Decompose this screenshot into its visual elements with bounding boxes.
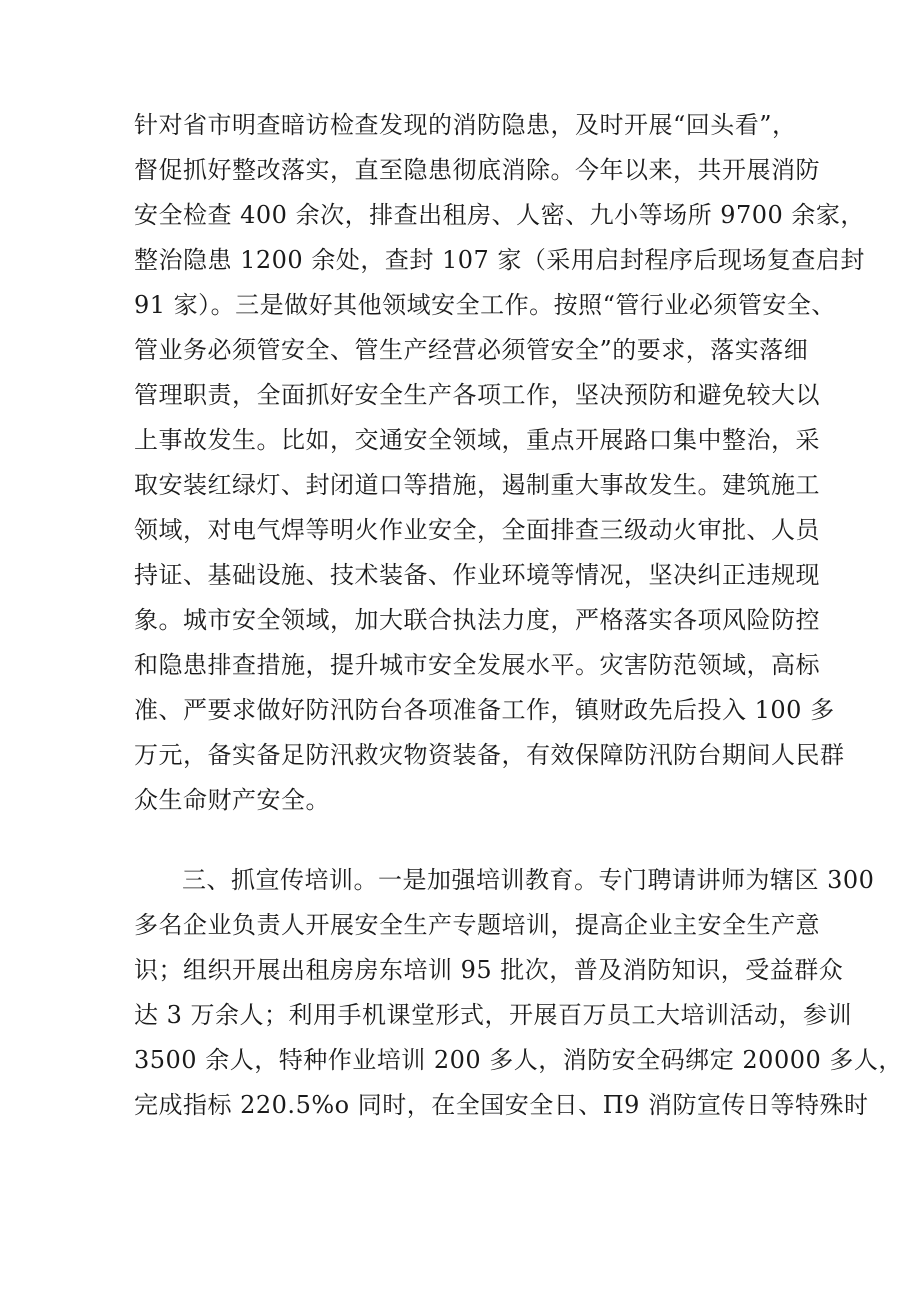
- text-line: 万元，备实备足防汛救灾物资装备，有效保障防汛防台期间人民群: [134, 741, 845, 769]
- text-line: 督促抓好整改落实，直至隐患彻底消除。今年以来，共开展消防: [134, 156, 820, 184]
- text-line: 整治隐患 1200 余处，查封 107 家（采用启封程序后现场复查启封: [134, 246, 865, 274]
- text-line: 持证、基础设施、技术装备、作业环境等情况，坚决纠正违规现: [134, 561, 820, 589]
- text-line: 象。城市安全领域，加大联合执法力度，严格落实各项风险防控: [134, 606, 820, 634]
- text-line: 针对省市明查暗访检查发现的消防隐患，及时开展“回头看”，: [134, 111, 797, 139]
- text-line: 达 3 万余人；利用手机课堂形式，开展百万员工大培训活动，参训: [134, 1001, 853, 1029]
- text-line: 领域，对电气焊等明火作业安全，全面排查三级动火审批、人员: [134, 516, 820, 544]
- text-line: 取安装红绿灯、封闭道口等措施，遏制重大事故发生。建筑施工: [134, 471, 820, 499]
- text-line: 多名企业负责人开展安全生产专题培训，提高企业主安全生产意: [134, 911, 820, 939]
- text-line: 准、严要求做好防汛防台各项准备工作，镇财政先后投入 100 多: [134, 696, 835, 724]
- text-line: 3500 余人，特种作业培训 200 多人，消防安全码绑定 20000 多人，: [134, 1046, 903, 1074]
- text-line: 上事故发生。比如，交通安全领域，重点开展路口集中整治，采: [134, 426, 820, 454]
- text-line: 91 家）。三是做好其他领域安全工作。按照“管行业必须管安全、: [134, 291, 836, 319]
- text-line: 识；组织开展出租房房东培训 95 批次，普及消防知识，受益群众: [134, 956, 844, 984]
- text-line: 管理职责，全面抓好安全生产各项工作，坚决预防和避免较大以: [134, 381, 820, 409]
- text-line: 管业务必须管安全、管生产经营必须管安全”的要求，落实落细: [134, 336, 809, 364]
- text-line: 完成指标 220.5%o 同时，在全国安全日、Π9 消防宣传日等特殊时: [134, 1091, 869, 1119]
- text-line: 和隐患排查措施，提升城市安全发展水平。灾害防范领域，高标: [134, 651, 820, 679]
- section-heading-line: 三、抓宣传培训。一是加强培训教育。专门聘请讲师为辖区 300: [182, 866, 875, 894]
- text-line: 安全检查 400 余次，排查出租房、人密、九小等场所 9700 余家，: [134, 201, 865, 229]
- text-line: 众生命财产安全。: [134, 786, 330, 814]
